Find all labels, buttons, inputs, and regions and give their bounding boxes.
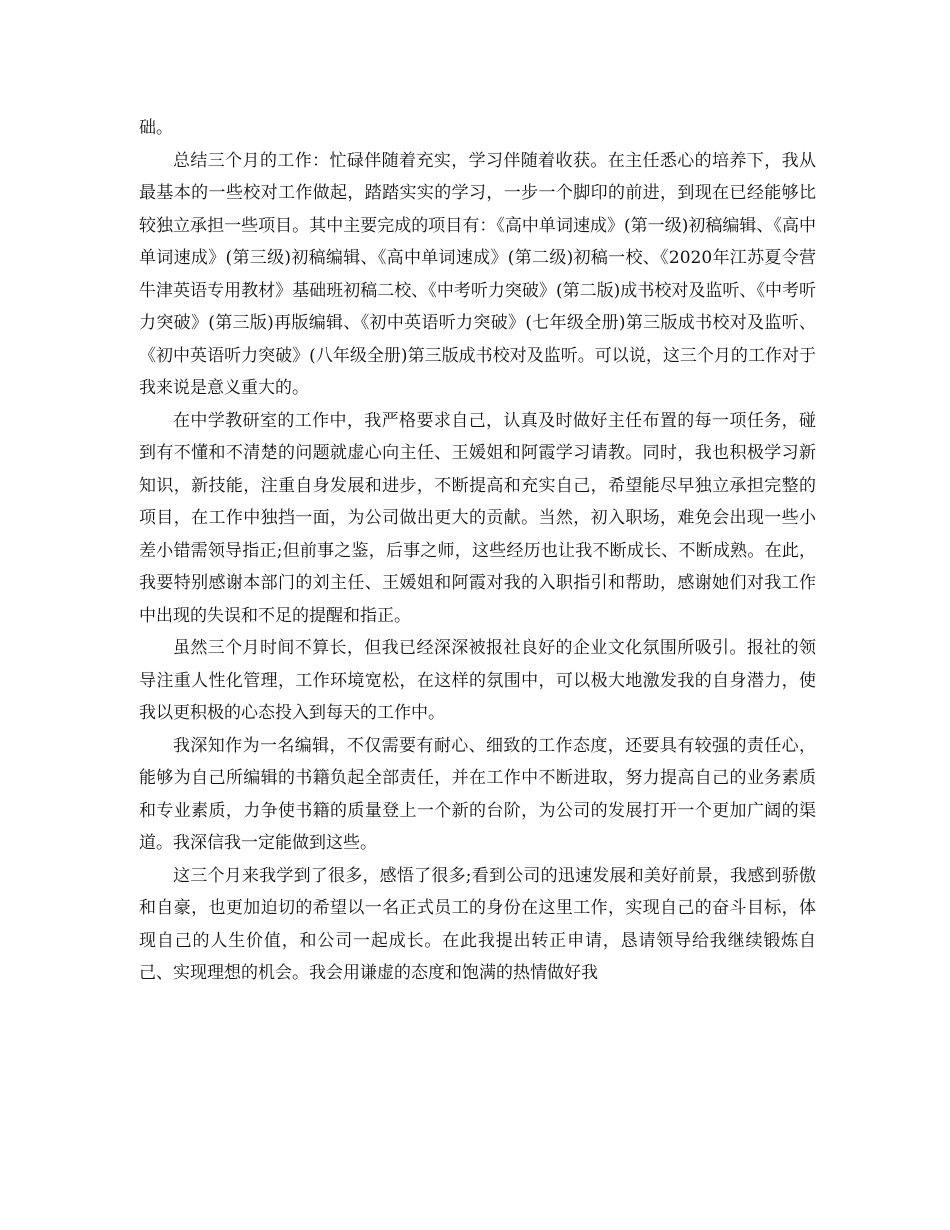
document-body (139, 112, 816, 990)
paragraph-company-culture: 虽然三个月时间不算长，但我已经深深被报社良好的企业文化氛围所吸引。报社的领导注重人性化管理，工作环境宽松，在这样的氛围中，可以极大地激发我的自身潜力，使我以更积极的心态投入到每天的工作中。 (139, 638, 816, 723)
paragraph-conclusion: 这三个月来我学到了很多，感悟了很多;看到公司的迅速发展和美好前景，我感到骄傲和自豪，也更加迫切的希望以一名正式员工的身份在这里工作，实现自己的奋斗目标，体现自己的人生价值，和公司一起成长。在此我提出转正申请，恳请领导给我继续锻炼自己、实现理想的机会。我会用谦虚的态度和饱满的热情做好我 (139, 865, 816, 983)
paragraph-teaching-office: 在中学教研室的工作中，我严格要求自己，认真及时做好主任布置的每一项任务，碰到有不懂和不清楚的问题就虚心向主任、王媛姐和阿霞学习请教。同时，我也积极学习新知识，新技能，注重自身发展和进步，不断提高和充实自己，希望能尽早独立承担完整的项目，在工作中独挡一面，为公司做出更大的贡献。当然，初入职场，难免会出现一些小差小错需领导指正;但前事之鉴，后事之师，这些经历也让我不断成长、不断成熟。在此，我要特别感谢本部门的刘主任、王媛姐和阿霞对我的入职指引和帮助，感谢她们对我工作中出现的失误和不足的提醒和指正。 (139, 410, 816, 626)
paragraph-work-summary: 总结三个月的工作：忙碌伴随着充实，学习伴随着收获。在主任悉心的培养下，我从最基本的一些校对工作做起，踏踏实实的学习，一步一个脚印的前进，到现在已经能够比较独立承担一些项目。其中主要完成的项目有：《高中单词速成》(第一级)初稿编辑、《高中单词速成》(第三级)初稿编辑、《高中单词速成》(第二级)初稿一校、《2020年江苏夏令营牛津英语专用教材》基础班初稿二校、《中考听力突破》(第二版)成书校对及监听、《中考听力突破》(第三版)再版编辑、《初中英语听力突破》(七年级全册)第三版成书校对及监听、《初中英语听力突破》(八年级全册)第三版成书校对及监听。可以说，这三个月的工作对于我来说是意义重大的。 (139, 150, 816, 398)
paragraph-editor-responsibility: 我深知作为一名编辑，不仅需要有耐心、细致的工作态度，还要具有较强的责任心，能够为自己所编辑的书籍负起全部责任，并在工作中不断进取，努力提高自己的业务素质和专业素质，力争使书籍的质量登上一个新的台阶，为公司的发展打开一个更加广阔的渠道。我深信我一定能做到这些。 (139, 735, 816, 853)
paragraph-continuation: 础。 (139, 118, 173, 138)
